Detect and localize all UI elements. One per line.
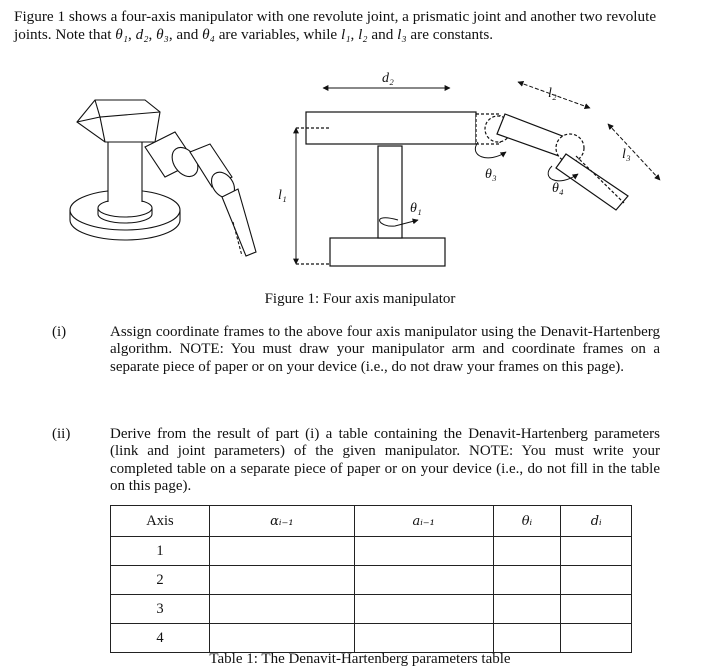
const-l3: l₃: [397, 26, 407, 43]
empty-cell: [493, 566, 561, 595]
empty-cell: [493, 537, 561, 566]
intro-text: are constants.: [406, 26, 494, 43]
empty-cell: [561, 566, 632, 595]
dh-parameters-table: [110, 505, 632, 653]
table-caption: Table 1: The Denavit-Hartenberg parameters table: [209, 651, 511, 667]
intro-text: and: [367, 26, 398, 43]
intro-text: are variables, while: [214, 26, 341, 43]
axis-cell: 1: [111, 537, 210, 566]
axis-cell: 2: [111, 566, 210, 595]
figure-caption: Figure 1: Four axis manipulator: [264, 291, 456, 307]
empty-cell: [561, 624, 632, 653]
const-l2: l₂: [358, 26, 368, 43]
table-header-cell: aᵢ₋₁: [354, 506, 493, 537]
table-header-cell: dᵢ: [561, 506, 632, 537]
table-header-cell: θᵢ: [493, 506, 561, 537]
var-theta4: θ₄: [202, 26, 215, 43]
table-header-cell: αᵢ₋₁: [210, 506, 355, 537]
empty-cell: [210, 566, 355, 595]
manipulator-schematic: [296, 112, 628, 266]
table-row: [111, 537, 632, 566]
label-theta4: θ₄: [552, 181, 564, 196]
table-header-row: [111, 506, 632, 537]
empty-cell: [561, 595, 632, 624]
dimension-lines: [296, 82, 660, 264]
table-row: [111, 566, 632, 595]
empty-cell: [354, 595, 493, 624]
var-theta1: θ₁: [115, 26, 128, 43]
axis-cell: 4: [111, 624, 210, 653]
empty-cell: [354, 566, 493, 595]
question-number: (ii): [52, 426, 71, 442]
axis-cell: 3: [111, 595, 210, 624]
intro-text: , and: [168, 26, 203, 43]
empty-cell: [561, 537, 632, 566]
var-theta3: θ₃: [156, 26, 169, 43]
empty-cell: [354, 537, 493, 566]
label-l2: l₂: [548, 86, 557, 101]
question-text: Assign coordinate frames to the above four axis manipulator using the Denavit-Hartenberg algorithm. NOTE: You must draw your manipulator arm and coordinate frames on a separate piece of paper or on your device (i.e., do not draw your frames on this page).: [110, 324, 660, 375]
manipulator-figure: [0, 62, 720, 292]
label-d2: d₂: [382, 71, 394, 86]
empty-cell: [210, 537, 355, 566]
table-row: [111, 624, 632, 653]
empty-cell: [493, 624, 561, 653]
const-l1: l₁: [340, 26, 351, 43]
table-row: [111, 595, 632, 624]
table-header-cell: Axis: [111, 506, 210, 537]
empty-cell: [354, 624, 493, 653]
label-theta1: θ₁: [410, 201, 422, 216]
l3-arrow: [608, 124, 660, 180]
question-text: Derive from the result of part (i) a table containing the Denavit-Hartenberg parameters (link and joint parameters) of the given manipulator. NOTE: You must write your completed table on a separate piece of paper or on your device (i.e., do not fill in the table on this page).: [110, 426, 660, 495]
theta3-arrow: [475, 142, 506, 158]
manipulator-sketch: [70, 100, 256, 256]
empty-cell: [493, 595, 561, 624]
empty-cell: [210, 595, 355, 624]
intro-text: Figure 1 shows a four-axis manipulator with one revolute joint, a prismatic joint and another two revolute joints. Note that: [14, 8, 657, 43]
var-d2: d₂: [135, 26, 149, 43]
label-l3: l₃: [622, 147, 631, 162]
label-l1: l₁: [278, 188, 287, 203]
question-number: (i): [52, 324, 67, 340]
label-theta3: θ₃: [485, 167, 497, 182]
intro-paragraph: Figure 1 shows a four-axis manipulator with one revolute joint, a prismatic joint and another two revolute joints. Note that θ₁, d₂, θ₃, and θ₄ are variables, while l₁, l₂ and l₃ are constants.: [14, 8, 657, 43]
empty-cell: [210, 624, 355, 653]
